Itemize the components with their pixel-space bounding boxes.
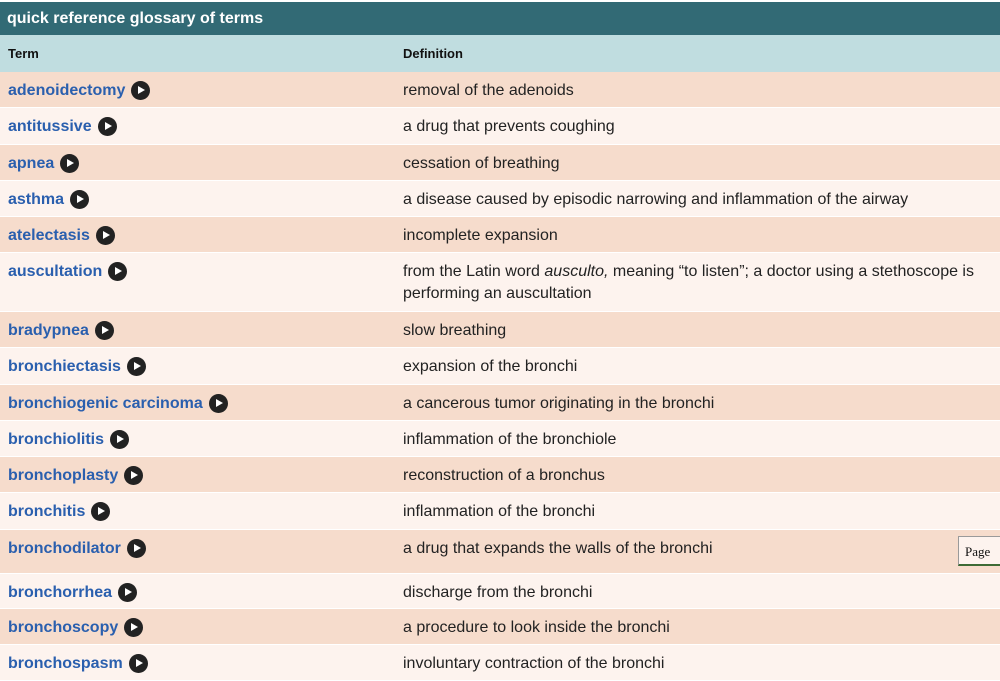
table-row [0,348,1000,385]
term-column-header: Term [8,46,39,61]
term-link[interactable]: adenoidectomy [8,81,126,99]
term-cell [0,217,395,245]
play-audio-icon[interactable] [70,190,89,209]
latin-word: ausculto, [544,263,609,280]
term-link[interactable]: bronchospasm [8,654,123,672]
term-cell [0,645,395,673]
definition-cell: inflammation of the bronchiole [403,431,617,448]
table-row [0,457,1000,493]
term-link[interactable]: auscultation [8,262,103,280]
table-row [0,645,1000,681]
definition-cell: reconstruction of a bronchus [403,467,605,484]
play-audio-icon[interactable] [124,618,143,637]
term-link[interactable]: bronchoplasty [8,466,119,484]
term-cell [0,72,395,100]
term-cell [0,108,395,136]
page-marker-tab[interactable]: Page [958,536,1000,566]
term-link[interactable]: asthma [8,190,65,208]
definition-cell: a drug that prevents coughing [403,118,615,135]
definition-cell: slow breathing [403,322,507,339]
table-row [0,493,1000,530]
definition-cell: incomplete expansion [403,227,558,244]
table-header [0,35,1000,72]
table-row [0,217,1000,253]
play-audio-icon[interactable] [127,357,146,376]
definition-cell: discharge from the bronchi [403,584,593,601]
definition-text: from the Latin word [403,263,545,280]
term-link[interactable]: bronchiolitis [8,430,104,448]
play-audio-icon[interactable] [127,539,146,558]
table-row [0,181,1000,217]
term-cell [0,181,395,209]
table-row [0,385,1000,421]
term-link[interactable]: bradypnea [8,321,89,339]
definition-cell [395,253,1000,305]
term-cell [0,493,395,521]
term-cell [0,530,395,558]
play-audio-icon[interactable] [96,226,115,245]
play-audio-icon[interactable] [95,321,114,340]
play-audio-icon[interactable] [118,583,137,602]
definition-cell: a procedure to look inside the bronchi [403,619,670,636]
term-link[interactable]: apnea [8,154,55,172]
table-row [0,574,1000,609]
play-audio-icon[interactable] [110,430,129,449]
definition-cell: expansion of the bronchi [403,358,578,375]
term-cell [0,348,395,376]
table-row [0,72,1000,108]
term-cell [0,609,395,637]
term-link[interactable]: antitussive [8,117,92,135]
term-link[interactable]: atelectasis [8,226,90,244]
play-audio-icon[interactable] [98,117,117,136]
table-row [0,312,1000,348]
term-cell [0,253,395,281]
term-cell [0,312,395,340]
glossary-table [0,2,1000,681]
term-cell [0,421,395,449]
definition-text: meaning “to listen”; a doctor using a stethoscope is performing an auscultation [403,263,974,302]
play-audio-icon[interactable] [91,502,110,521]
table-row [0,609,1000,645]
definition-column-header: Definition [403,46,463,61]
definition-cell: inflammation of the bronchi [403,503,596,520]
table-row [0,253,1000,312]
term-cell [0,145,395,173]
term-link[interactable]: bronchoscopy [8,618,119,636]
term-cell [0,457,395,485]
term-cell [0,574,395,602]
table-row [0,530,1000,574]
play-audio-icon[interactable] [108,262,127,281]
glossary-title: quick reference glossary of terms [0,2,1000,35]
definition-cell: removal of the adenoids [403,82,574,99]
definition-cell: a cancerous tumor originating in the bronchi [403,395,715,412]
term-link[interactable]: bronchorrhea [8,583,113,601]
play-audio-icon[interactable] [209,394,228,413]
term-link[interactable]: bronchitis [8,502,86,520]
definition-cell: involuntary contraction of the bronchi [403,655,665,672]
play-audio-icon[interactable] [131,81,150,100]
table-row [0,108,1000,145]
table-row [0,421,1000,457]
table-row [0,145,1000,181]
definition-cell: a drug that expands the walls of the bronchi [403,540,713,557]
definition-cell: a disease caused by episodic narrowing and inflammation of the airway [403,191,909,208]
play-audio-icon[interactable] [124,466,143,485]
play-audio-icon[interactable] [60,154,79,173]
term-link[interactable]: bronchodilator [8,539,121,557]
term-cell [0,385,395,413]
play-audio-icon[interactable] [129,654,148,673]
term-link[interactable]: bronchiogenic carcinoma [8,394,203,412]
term-link[interactable]: bronchiectasis [8,357,121,375]
definition-cell: cessation of breathing [403,155,560,172]
